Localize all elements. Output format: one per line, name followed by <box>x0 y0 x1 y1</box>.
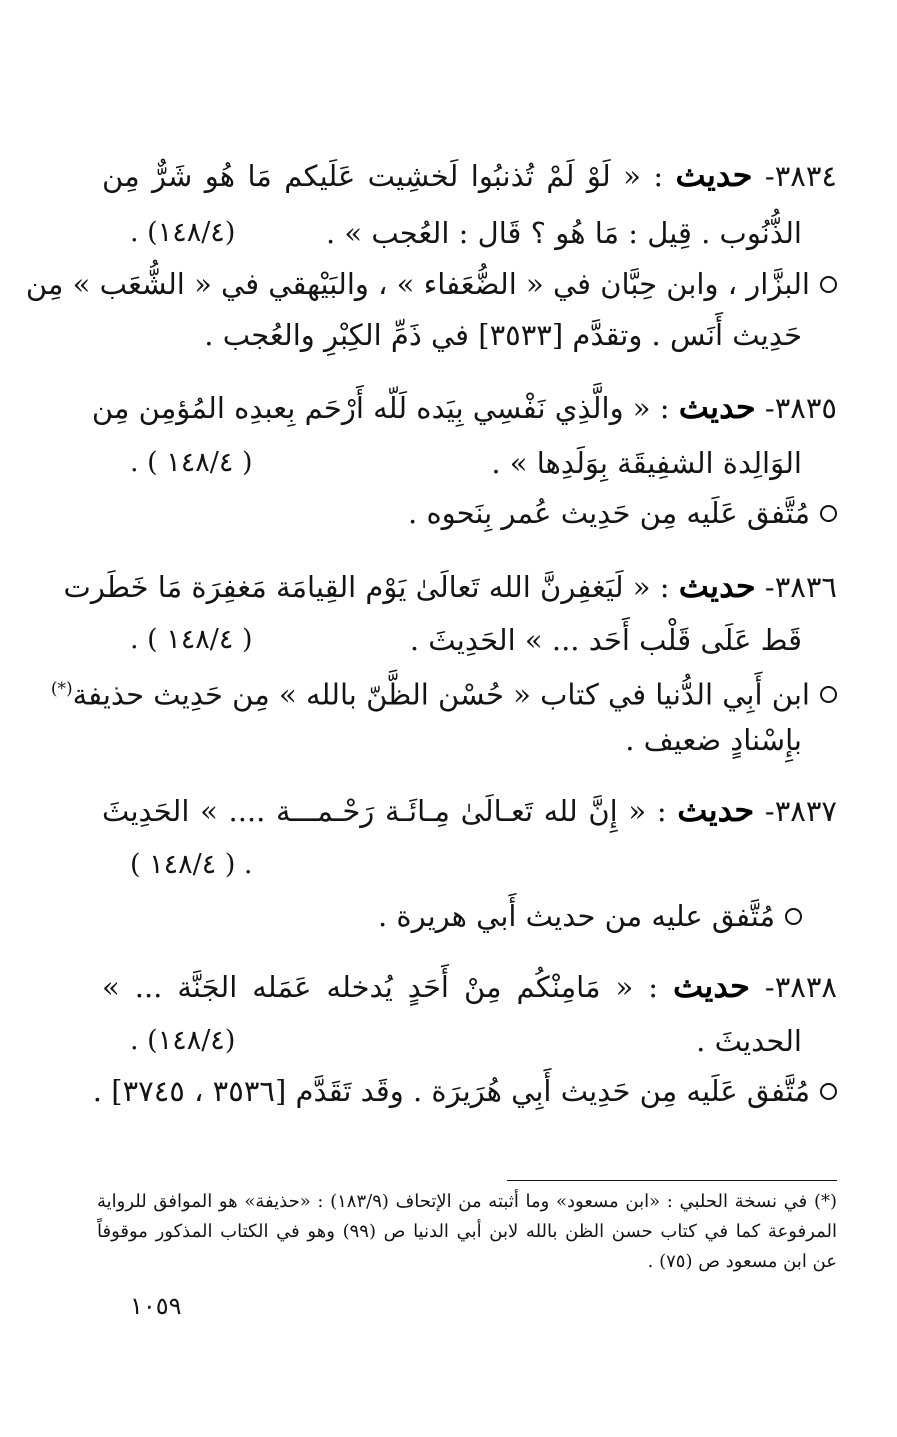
footnote-marker: (*) <box>50 679 73 699</box>
hadith-3834-line-1 <box>102 155 837 195</box>
hadith-label: حديث <box>675 156 753 194</box>
hadith-number: ٣٨٣٤- <box>764 159 838 193</box>
hadith-3838-reference: (١٤٨/٤) . <box>130 1025 236 1056</box>
hadith-text: : « والَّذِي نَفْسِي بِيَده لَلّه أَرْحَم بِعبدِه المُؤمِن مِن <box>91 391 670 425</box>
hadith-3836-reference: ( ١٤٨/٤ ) . <box>130 624 253 655</box>
hadith-3834-reference: (١٤٨/٤) . <box>130 217 236 248</box>
hadith-3836-line-2: قَط عَلَى قَلْب أَحَد ... » الحَدِيثَ . <box>409 623 802 657</box>
circle-bullet-icon <box>785 908 802 925</box>
note-text: مُتَّفق عليه من حديث أَبي هريرة . <box>377 899 775 933</box>
hadith-3838-line-2: الحديثَ . <box>696 1024 802 1058</box>
hadith-number: ٣٨٣٧- <box>764 794 837 828</box>
note-text: مُتَّفق عَلَيه مِن حَدِيث أَبِي هُرَيرَة . وقَد تَقَدَّم [٣٥٣٦ ، ٣٧٤٥] . <box>92 1074 810 1108</box>
hadith-label: حديث <box>678 388 756 426</box>
hadith-3835-line-2: الوَالِدة الشفِيقَة بِوَلَدِها » . <box>491 446 802 480</box>
hadith-text: : « لَيَغفِرنَّ الله تَعالَىٰ يَوْم القِيامَة مَغفِرَة مَا خَطَرت <box>63 570 670 604</box>
hadith-3834-note-1 <box>25 264 837 304</box>
hadith-text: : « مَامِنْكُم مِنْ أَحَدٍ يُدخله عَمَله الجَنَّة ... » <box>102 970 658 1004</box>
circle-bullet-icon <box>820 276 837 293</box>
hadith-3836-note-1 <box>50 669 837 712</box>
hadith-3838-note-1 <box>92 1071 837 1111</box>
hadith-3835-note-1 <box>102 493 837 533</box>
hadith-3834-note-2: حَدِيث أَنَس . وتقدَّم [٣٥٣٣] في ذَمِّ الكِبْرِ والعُجب . <box>204 318 802 352</box>
circle-bullet-icon <box>820 686 837 703</box>
hadith-3835-line-1 <box>91 387 837 427</box>
note-text: مُتَّفق عَلَيه مِن حَدِيث عُمر بِنَحوه . <box>408 496 810 530</box>
footnote-line-3: عن ابن مسعود ص (٧٥) . <box>647 1251 837 1272</box>
hadith-label: حديث <box>678 567 756 605</box>
note-text: ابن أَبِي الدُّنيا في كتاب « حُسْن الظَّنّ بالله » مِن حَدِيث حذيفة <box>72 677 810 712</box>
footnote-line-1: (*) في نسخة الحلبي : «ابن مسعود» وما أثبته من الإتحاف (١٨٣/٩) : «حذيفة» هو الموافق للرواية <box>97 1191 837 1212</box>
hadith-number: ٣٨٣٨- <box>764 970 837 1004</box>
hadith-text: : « لَوْ لَمْ تُذنبُوا لَخشِيت عَلَيكم مَا هُو شَرٌّ مِن <box>102 159 664 193</box>
hadith-3835-reference: ( ١٤٨/٤ ) . <box>130 447 253 478</box>
hadith-label: حديث <box>677 791 755 829</box>
hadith-text: : « إِنَّ لله تَعـالَىٰ مِـائَـة رَحْـمـــة .... » الحَدِيثَ <box>102 794 667 828</box>
footnote-line-2: المرفوعة كما في كتاب حسن الظن بالله لابن أبي الدنيا ص (٩٩) وهو في الكتاب المذكور موقوفاً <box>97 1221 837 1242</box>
page-number: ١٠٥٩ <box>130 1292 182 1320</box>
hadith-3838-line-1 <box>102 966 837 1006</box>
hadith-3837-note-1 <box>102 896 802 936</box>
circle-bullet-icon <box>820 505 837 522</box>
footnote-divider <box>507 1180 837 1181</box>
hadith-3836-line-1 <box>63 566 837 606</box>
hadith-number: ٣٨٣٥- <box>764 391 837 425</box>
hadith-3836-note-2: بإِسْنادٍ ضعيف . <box>625 723 802 757</box>
circle-bullet-icon <box>820 1083 837 1100</box>
hadith-3837-line-1 <box>102 790 837 830</box>
hadith-label: حديث <box>672 967 750 1005</box>
note-text: البزَّار ، وابن حِبَّان في « الضُّعَفاء » ، والبَيْهقي في « الشُّعَب » مِن <box>25 267 810 301</box>
hadith-number: ٣٨٣٦- <box>764 570 837 604</box>
hadith-3837-reference: . ( ١٤٨/٤ ) <box>130 849 253 880</box>
hadith-3834-line-2: الذُّنُوب . قِيل : مَا هُو ؟ قَال : العُجب » . <box>325 216 802 250</box>
